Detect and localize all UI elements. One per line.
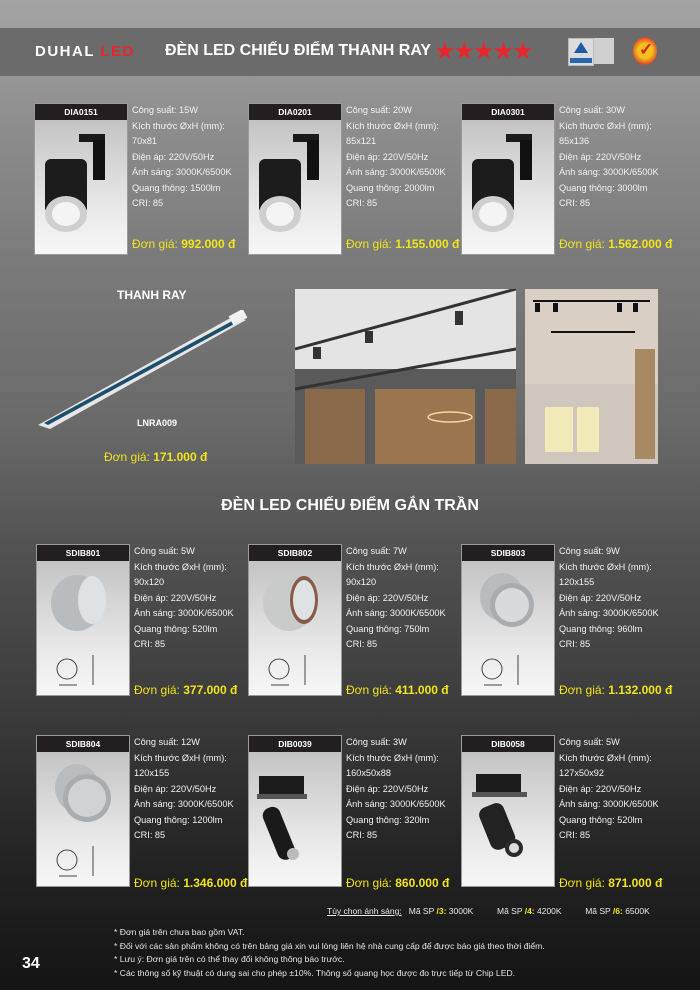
product-code: SDIB804 [37, 736, 129, 752]
quality-seal-icon: ✓ [633, 37, 657, 65]
spec-power: Công suất: 30W [559, 105, 625, 115]
spec-lumen: Quang thông: 2000lm [346, 182, 435, 193]
spec-light: Ánh sáng: 3000K/6500K [346, 799, 446, 809]
spec-voltage: Điện áp: 220V/50Hz [132, 151, 215, 162]
track-light-icon [462, 104, 554, 254]
rail-title: THANH RAY [117, 288, 187, 302]
price-label: Đơn giá: [104, 450, 154, 464]
spec-size-label: Kích thước ØxH (mm): [559, 120, 652, 131]
product-specs [346, 103, 464, 212]
spec-light: Ánh sáng: 3000K/6500K [134, 608, 234, 618]
spec-cri: CRI: 85 [559, 830, 591, 840]
product-code: SDIB802 [249, 545, 341, 561]
spec-power: Công suất: 15W [132, 105, 198, 115]
spec-light: Ánh sáng: 3000K/6500K [559, 608, 659, 618]
spec-power: Công suất: 7W [346, 546, 407, 556]
spec-lumen: Quang thông: 3000lm [559, 182, 648, 193]
rail-code: LNRA009 [137, 418, 178, 428]
product-card [248, 735, 463, 895]
product-price [134, 876, 259, 890]
product-specs [346, 544, 464, 653]
store-track-light-photo [525, 289, 658, 464]
product-card [461, 735, 676, 895]
product-image [34, 103, 128, 255]
price-value: 860.000 đ [395, 876, 450, 890]
product-card [34, 103, 249, 263]
product-image [248, 735, 342, 887]
page-title: ĐÈN LED CHIẾU ĐIỂM THANH RAY [165, 42, 432, 59]
product-card [248, 103, 463, 263]
spec-cri: CRI: 85 [134, 830, 166, 840]
spec-power: Công suất: 5W [559, 737, 620, 747]
product-price [132, 237, 257, 251]
note-line: * Các thông số kỹ thuật có dung sai cho phép ±10%. Thông số quang học được đo trực tiếp từ Chip LED. [114, 967, 516, 978]
product-price [559, 237, 684, 251]
spec-voltage: Điện áp: 220V/50Hz [134, 783, 217, 794]
spec-voltage: Điện áp: 220V/50Hz [346, 783, 429, 794]
spec-power: Công suất: 12W [134, 737, 200, 747]
spec-light: Ánh sáng: 3000K/6500K [559, 167, 659, 177]
price-value: 1.562.000 đ [608, 237, 673, 251]
option-prefix: Mã SP [585, 906, 613, 916]
product-code: DIA0301 [462, 104, 554, 120]
spec-light: Ánh sáng: 3000K/6500K [134, 799, 234, 809]
spec-cri: CRI: 85 [346, 830, 378, 840]
ceiling-spotlight-icon [37, 736, 129, 886]
surface-spotlight-icon [462, 736, 554, 886]
spec-size-label: Kích thước ØxH (mm): [134, 752, 227, 763]
spec-size-label: Kích thước ØxH (mm): [346, 752, 439, 763]
spec-lumen: Quang thông: 1500lm [132, 182, 221, 193]
product-card [461, 544, 676, 704]
option-prefix: Mã SP [408, 906, 437, 916]
spec-voltage: Điện áp: 220V/50Hz [346, 151, 429, 162]
track-light-icon [249, 104, 341, 254]
spec-size: 127x50x92 [559, 768, 604, 778]
price-value: 1.346.000 đ [183, 876, 248, 890]
option-code: /6: [612, 906, 623, 916]
spec-size-label: Kích thước ØxH (mm): [132, 120, 225, 131]
price-label: Đơn giá: [559, 683, 609, 697]
product-code: SDIB801 [37, 545, 129, 561]
spec-voltage: Điện áp: 220V/50Hz [346, 592, 429, 603]
price-label: Đơn giá: [346, 683, 396, 697]
product-specs [346, 735, 464, 844]
product-price [559, 876, 684, 890]
product-price [346, 683, 471, 697]
spec-light: Ánh sáng: 3000K/6500K [346, 167, 446, 177]
spec-cri: CRI: 85 [132, 198, 164, 208]
spec-size: 120x155 [559, 577, 595, 587]
product-image [461, 103, 555, 255]
tuv-certificate-icon [568, 38, 594, 66]
spec-power: Công suất: 3W [346, 737, 407, 747]
product-image [36, 544, 130, 696]
price-value: 1.155.000 đ [395, 237, 460, 251]
product-image [248, 103, 342, 255]
spec-light: Ánh sáng: 3000K/6500K [559, 799, 659, 809]
product-card [36, 544, 251, 704]
note-line: * Lưu ý: Đơn giá trên có thể thay đổi không thông báo trước. [114, 954, 345, 964]
surface-spotlight-icon [249, 736, 341, 886]
spec-lumen: Quang thông: 320lm [346, 814, 430, 825]
iso-certificate-label [594, 38, 614, 64]
spec-size-label: Kích thước ØxH (mm): [346, 120, 439, 131]
spec-cri: CRI: 85 [134, 639, 166, 649]
spec-cri: CRI: 85 [346, 198, 378, 208]
option-value: 4200K [534, 906, 562, 916]
product-code: DIB0058 [462, 736, 554, 752]
page-number: 34 [22, 955, 40, 972]
note-line: * Đơn giá trên chưa bao gồm VAT. [114, 927, 245, 937]
product-code: DIA0201 [249, 104, 341, 120]
office-track-light-photo [295, 289, 516, 464]
header-bar [0, 28, 700, 76]
five-star-rating-icon: ★★★★★ [434, 37, 532, 65]
product-image [461, 735, 555, 887]
spec-light: Ánh sáng: 3000K/6500K [132, 167, 232, 177]
product-price [134, 683, 259, 697]
product-code: DIB0039 [249, 736, 341, 752]
spec-lumen: Quang thông: 1200lm [134, 814, 223, 825]
spec-size: 120x155 [134, 768, 170, 778]
product-code: SDIB803 [462, 545, 554, 561]
spec-cri: CRI: 85 [559, 639, 591, 649]
spec-size: 85x136 [559, 136, 590, 146]
product-price [346, 237, 471, 251]
spec-size: 70x81 [132, 136, 158, 146]
price-label: Đơn giá: [134, 876, 184, 890]
price-value: 171.000 đ [153, 450, 208, 464]
spec-cri: CRI: 85 [559, 198, 591, 208]
price-label: Đơn giá: [346, 876, 396, 890]
spec-size: 85x121 [346, 136, 377, 146]
spec-lumen: Quang thông: 520lm [134, 623, 218, 634]
footnotes [114, 926, 545, 980]
product-specs [134, 735, 252, 844]
price-label: Đơn giá: [346, 237, 396, 251]
spec-voltage: Điện áp: 220V/50Hz [559, 592, 642, 603]
track-light-icon [35, 104, 127, 254]
product-card [36, 735, 251, 895]
spec-voltage: Điện áp: 220V/50Hz [559, 151, 642, 162]
option-prefix: Mã SP [496, 906, 525, 916]
price-value: 992.000 đ [181, 237, 236, 251]
ceiling-spotlight-icon [462, 545, 554, 695]
spec-power: Công suất: 9W [559, 546, 620, 556]
option-code: /3: [436, 906, 447, 916]
light-options [327, 906, 650, 916]
product-image [461, 544, 555, 696]
track-rail-image [34, 310, 249, 430]
spec-power: Công suất: 5W [134, 546, 195, 556]
product-card [248, 544, 463, 704]
brand-name: DUHAL [35, 43, 101, 60]
product-specs [559, 544, 677, 653]
spec-lumen: Quang thông: 520lm [559, 814, 643, 825]
product-price [346, 876, 471, 890]
spec-cri: CRI: 85 [346, 639, 378, 649]
product-card [461, 103, 676, 263]
spec-voltage: Điện áp: 220V/50Hz [134, 592, 217, 603]
product-specs [134, 544, 252, 653]
ceiling-spotlight-icon [249, 545, 341, 695]
price-value: 871.000 đ [608, 876, 663, 890]
price-value: 377.000 đ [183, 683, 238, 697]
spec-size-label: Kích thước ØxH (mm): [346, 561, 439, 572]
spec-size: 90x120 [346, 577, 377, 587]
product-specs [559, 735, 677, 844]
light-options-label: Tùy chọn ánh sáng: [327, 906, 402, 916]
price-label: Đơn giá: [132, 237, 182, 251]
price-value: 1.132.000 đ [608, 683, 673, 697]
spec-size: 160x50x88 [346, 768, 391, 778]
note-line: * Đối với các sản phẩm không có trên bảng giá xin vui lòng liên hệ nhà cung cấp để được báo giá theo thời điểm. [114, 940, 545, 951]
spec-size-label: Kích thước ØxH (mm): [559, 752, 652, 763]
spec-size-label: Kích thước ØxH (mm): [134, 561, 227, 572]
price-label: Đơn giá: [559, 237, 609, 251]
spec-size: 90x120 [134, 577, 165, 587]
product-specs [559, 103, 677, 212]
rail-price [104, 450, 207, 464]
product-code: DIA0151 [35, 104, 127, 120]
option-code: /4: [524, 906, 535, 916]
option-value: 6500K [622, 906, 650, 916]
section-title: ĐÈN LED CHIẾU ĐIỂM GẮN TRẦN [221, 497, 479, 514]
brand-accent: LED [100, 43, 135, 60]
spec-size-label: Kích thước ØxH (mm): [559, 561, 652, 572]
product-image [36, 735, 130, 887]
ceiling-spotlight-icon [37, 545, 129, 695]
spec-lumen: Quang thông: 750lm [346, 623, 430, 634]
product-specs [132, 103, 250, 212]
product-image [248, 544, 342, 696]
product-price [559, 683, 684, 697]
spec-power: Công suất: 20W [346, 105, 412, 115]
spec-lumen: Quang thông: 960lm [559, 623, 643, 634]
price-label: Đơn giá: [559, 876, 609, 890]
price-label: Đơn giá: [134, 683, 184, 697]
brand-logo [35, 43, 135, 60]
spec-light: Ánh sáng: 3000K/6500K [346, 608, 446, 618]
spec-voltage: Điện áp: 220V/50Hz [559, 783, 642, 794]
price-value: 411.000 đ [395, 683, 449, 697]
option-value: 3000K [446, 906, 474, 916]
